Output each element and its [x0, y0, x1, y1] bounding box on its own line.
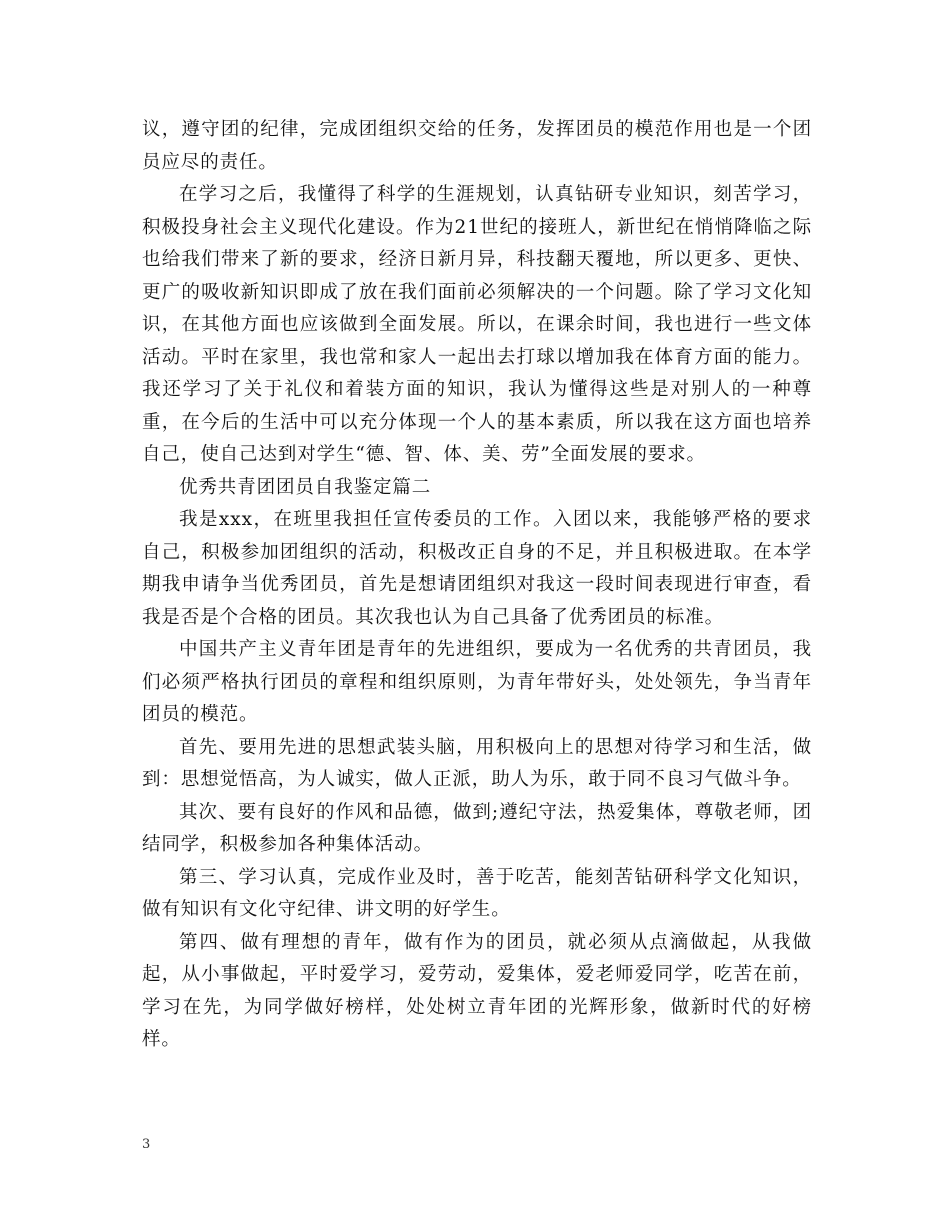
paragraph-continuation: 议，遵守团的纪律，完成团组织交给的任务，发挥团员的模范作用也是一个团员应尽的责任。	[142, 119, 812, 173]
paragraph-first: 首先、要用先进的思想武装头脑，用积极向上的思想对待学习和生活，做到：思想觉悟高，为人诚实，做人正派，助人为乐，敢于同不良习气做斗争。	[142, 736, 812, 790]
paragraph-career-planning: 在学习之后，我懂得了科学的生涯规划，认真钻研专业知识，刻苦学习，积极投身社会主义现代化建设。作为21世纪的接班人，新世纪在悄悄降临之际也给我们带来了新的要求，经济日新月异，科技翻天覆地，所以更多、更快、更广的吸收新知识即成了放在我们面前必须解决的一个问题。除了学习文化知识，在其他方面也应该做到全面发展。所以，在课余时间，我也进行一些文体活动。平时在家里，我也常和家人一起出去打球以增加我在体育方面的能力。我还学习了关于礼仪和着装方面的知识，我认为懂得这些是对别人的一种尊重，在今后的生活中可以充分体现一个人的基本素质，所以我在这方面也培养自己，使自己达到对学生“德、智、体、美、劳”全面发展的要求。	[142, 184, 812, 465]
paragraph-third: 第三、学习认真，完成作业及时，善于吃苦，能刻苦钻研科学文化知识，做有知识有文化守纪律、讲文明的好学生。	[142, 866, 812, 920]
paragraph-second: 其次、要有良好的作风和品德，做到;遵纪守法，热爱集体，尊敬老师，团结同学，积极参加各种集体活动。	[142, 801, 812, 855]
paragraph-introduction: 我是xxx，在班里我担任宣传委员的工作。入团以来，我能够严格的要求自己，积极参加团组织的活动，积极改正自身的不足，并且积极进取。在本学期我申请争当优秀团员，首先是想请团组织对我这一段时间表现进行审查，看我是否是个合格的团员。其次我也认为自己具备了优秀团员的标准。	[142, 509, 812, 628]
paragraph-fourth: 第四、做有理想的青年，做有作为的团员，就必须从点滴做起，从我做起，从小事做起，平时爱学习，爱劳动，爱集体，爱老师爱同学，吃苦在前，学习在先，为同学做好榜样，处处树立青年团的光辉形象，做新时代的好榜样。	[142, 931, 812, 1050]
section-heading: 优秀共青团团员自我鉴定篇二	[179, 476, 432, 498]
document-body	[142, 114, 812, 1057]
page-number: 3	[142, 1137, 151, 1152]
paragraph-youth-league: 中国共产主义青年团是青年的先进组织，要成为一名优秀的共青团员，我们必须严格执行团员的章程和组织原则，为青年带好头，处处领先，争当青年团员的模范。	[142, 639, 812, 725]
